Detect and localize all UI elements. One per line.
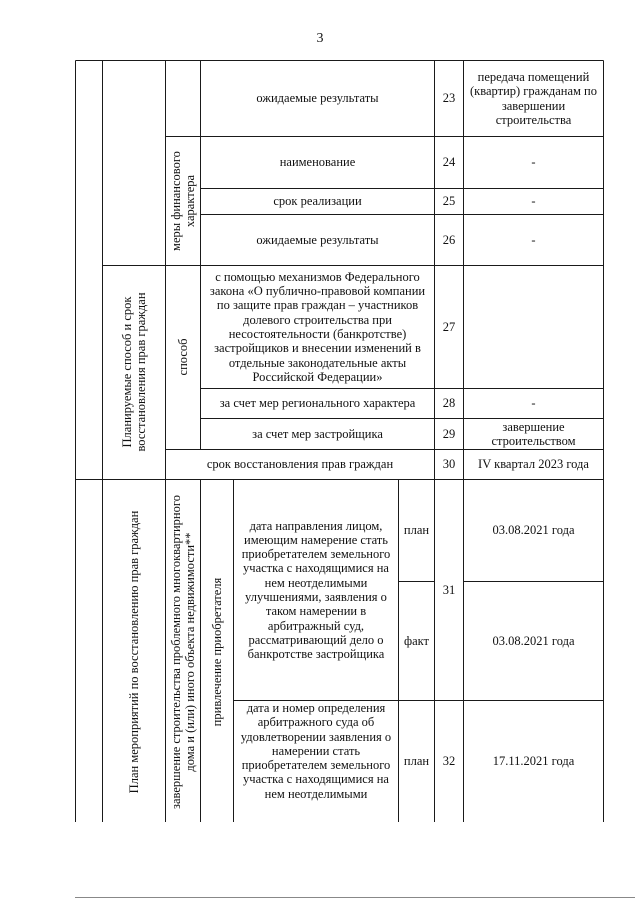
row-32-number: 32 (442, 754, 456, 769)
bottom-divider (75, 897, 635, 898)
page-number: 3 (316, 31, 324, 46)
row-31-description: дата направления лицом, имеющим намерение стать приобретателем земельного участка с находящимися на нем неотделимыми улучшениями, заявления о таком намерении в арбитражный суд, рассматривающий дело о банкротстве застройщика (241, 518, 391, 662)
row-23-value: передача помещений (квартир) гражданам по завершении строительства (470, 69, 597, 127)
row-32-description: дата и номер определения арбитражного суда об удовлетворении заявления о намерении стать приобретателем земельного участка с находящимися на нем неотделимыми (240, 701, 392, 801)
row-27-label: с помощью механизмов Федерального закона «О публично-правовой компании по защите прав граждан – участников долевого строительства при несостоятельности (банкротстве) застройщиков и внесении изменений в отдельные законодательные акты Российской Федерации» (209, 269, 426, 384)
row-25-value: - (531, 194, 536, 209)
row-24-label: наименование (279, 155, 356, 170)
section-financial-measures: меры финансового характера (168, 151, 197, 251)
section-construction-completion: завершение строительства проблемного многоквартирного дома и (или) иного объекта недвижимости** (168, 495, 197, 809)
row-23-number: 23 (442, 91, 456, 106)
row-32-plan-value: 17.11.2021 года (492, 754, 575, 769)
row-24-number: 24 (442, 155, 456, 170)
row-29-number: 29 (442, 426, 456, 441)
row-29-value: завершение строительством (491, 419, 576, 448)
row-31-fact-value: 03.08.2021 года (492, 633, 575, 648)
row-28-number: 28 (442, 396, 456, 411)
section-planned-restoration: Планируемые способ и срок восстановления прав граждан (119, 292, 148, 452)
row-25-label: срок реализации (273, 194, 362, 209)
row-31-fact-label: факт (403, 633, 430, 648)
row-30-label: срок восстановления прав граждан (206, 457, 394, 472)
row-29-label: за счет мер застройщика (252, 426, 383, 441)
section-action-plan: План мероприятий по восстановлению прав граждан (126, 510, 141, 794)
row-26-number: 26 (442, 232, 456, 247)
section-method: способ (175, 338, 190, 376)
row-23-label: ожидаемые результаты (256, 91, 379, 106)
section-acquirer-attraction: привлечение приобретателя (209, 577, 224, 727)
row-28-value: - (531, 396, 536, 411)
row-28-label: за счет мер регионального характера (219, 396, 416, 411)
row-25-number: 25 (442, 194, 456, 209)
row-30-number: 30 (442, 457, 456, 472)
row-32-plan-label: план (403, 754, 430, 769)
row-26-value: - (531, 232, 536, 247)
row-24-value: - (531, 155, 536, 170)
row-27-value (464, 266, 603, 388)
row-30-value: IV квартал 2023 года (478, 457, 589, 472)
row-26-label: ожидаемые результаты (256, 232, 379, 247)
row-31-plan-value: 03.08.2021 года (492, 523, 575, 538)
row-27-number: 27 (442, 319, 456, 334)
row-31-plan-label: план (403, 523, 430, 538)
row-31-number: 31 (442, 582, 456, 597)
